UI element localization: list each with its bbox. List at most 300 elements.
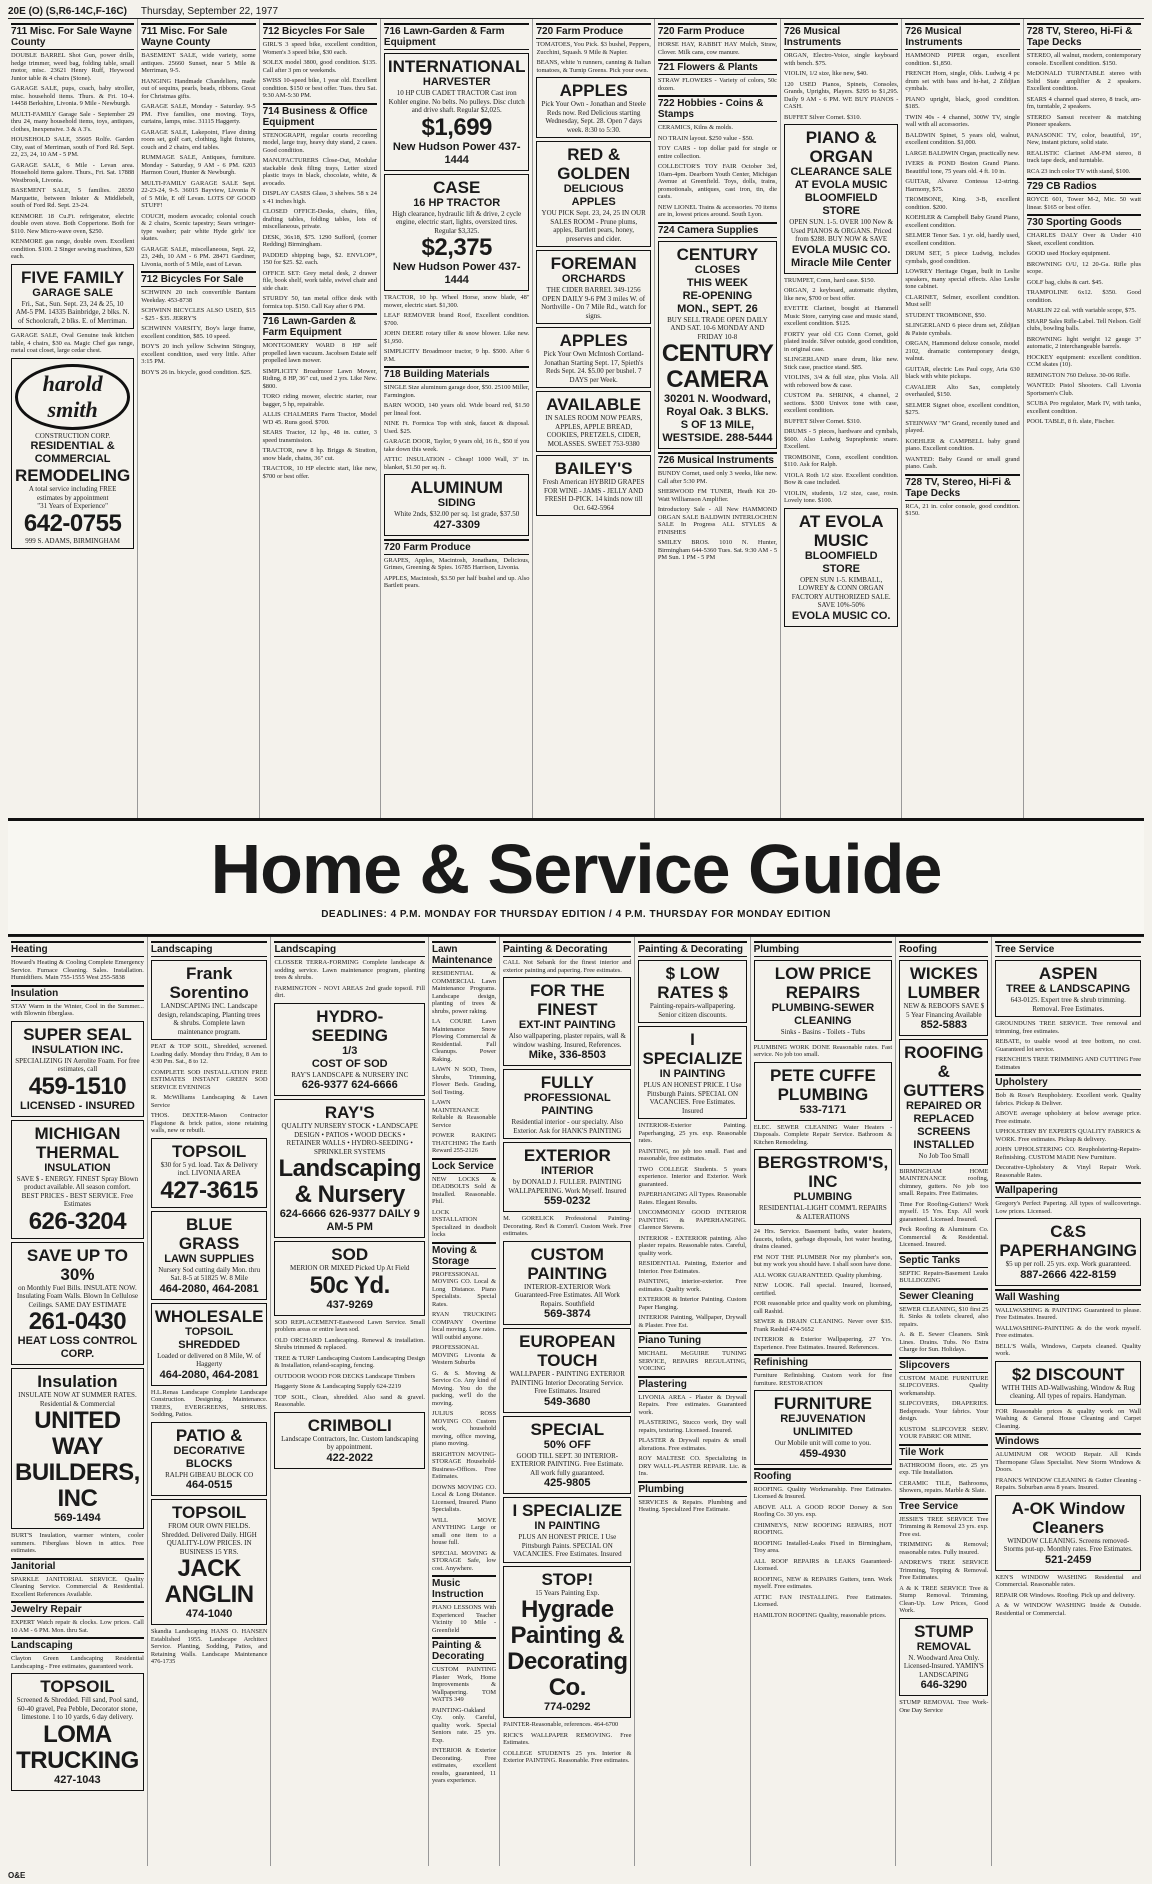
- classified-ad: OUTDOOR WOOD FOR DECKS Landscape Timbers: [274, 1372, 416, 1380]
- column: [902, 19, 1023, 818]
- display-ad: [503, 1142, 631, 1212]
- classified-ad: JOHN UPHOLSTERING CO. Reupholstering-Repairs-Refinishing. CUSTOM MADE New Furniture.: [995, 1146, 1141, 1161]
- classified-ad: INTERIOR - EXTERIOR painting. Also plaster repairs. Reasonable rates. Careful, quality work.: [638, 1234, 747, 1257]
- display-ad-body: Sinks - Basins - Toilets - Tubs: [780, 1028, 865, 1036]
- display-ad-headline: TREE & LANDSCAPING: [1006, 983, 1131, 995]
- classified-ad: BARN WOOD, 140 years old. Wide board red, $1.50 per lineal foot.: [383, 402, 530, 417]
- classified-ad: HAMILTON ROOFING Quality, reasonable prices.: [753, 1611, 887, 1619]
- display-ad: [274, 1412, 425, 1469]
- display-ad-body: RESIDENTIAL-LIGHT COMM'L REPAIRS & ALTERATIONS: [759, 1204, 887, 1221]
- display-ad-body: 10 HP CUB CADET TRACTOR Cast iron Kohler engine. No belts. No pulleys. Disc clutch and drive shaft. Regular $2,025.: [388, 89, 525, 114]
- classified-ad: RCA, 21 in. color console, good condition. $150.: [905, 502, 1020, 517]
- display-ad-headline: RE-OPENING: [682, 289, 753, 302]
- display-ad-body: Landscape Contractors, Inc. Custom landscaping by appointment.: [281, 1434, 419, 1451]
- classified-ad: PLASTERING, Stucco work, Dry wall repairs, texturing. Licensed. Insured.: [638, 1419, 747, 1434]
- display-ad-body: Pick Your Own McIntosh Cortland-Jonathan Starting Sept. 17, Spieth's Reds Sept. 24. $5.00 per bushel. 7 DAYS per Week.: [543, 350, 644, 384]
- display-ad: [11, 1120, 144, 1239]
- category-heading: Tile Work: [899, 1444, 988, 1460]
- display-ad-body: WINDOW CLEANING. Screens removed-Storms put-up. Monthly rates. Free Estimates.: [1003, 1536, 1133, 1553]
- classified-ad: KUSTOM SLIPCOVER SERV. YOUR FABRIC OR MINE.: [899, 1425, 989, 1440]
- display-ad-headline: HARVESTER: [422, 76, 491, 88]
- display-ad-headline: BLOOMFIELD STORE: [804, 549, 878, 575]
- classified-ad: APPLES, Macintosh, $3.50 per half bushel and up. Also Bartlett pears.: [383, 574, 530, 589]
- classified-ad: JESSIE'S TREE SERVICE Tree Trimming & Removal 23 yrs. exp. Free est.: [899, 1515, 989, 1538]
- display-ad-headline: AT EVOLA MUSIC: [794, 179, 888, 191]
- classified-ad: SLIPCOVERS, DRAPERIES. Bedspreads. Your fabrics. Your design.: [899, 1400, 989, 1422]
- classified-ad: BELL'S Walls, Windows, Carpets cleaned. Quality work.: [995, 1342, 1141, 1357]
- display-ad-headline: FULLY: [540, 1073, 594, 1092]
- classified-ad: GOOD used Hockey equipment.: [1026, 250, 1111, 257]
- classified-ad: RICK'S WALLPAPER REMOVING. Free Estimates.: [503, 1731, 632, 1746]
- classified-ad: ALLIS CHALMERS Farm Tractor, Model WD 45. Runs good. $700.: [262, 411, 377, 426]
- display-ad-body: White 2nds, $32.00 per sq. 1st grade, $37.50: [394, 510, 520, 518]
- column: [533, 19, 654, 818]
- display-ad-body: THE CIDER BARREL 349-1256 OPEN DAILY 9-6 PM 3 miles W. of Northville - On 7 Mile Rd., watch for signs.: [541, 286, 647, 320]
- category-heading: Music Instruction: [432, 1575, 496, 1602]
- classified-ad: UPHOLSTERY BY EXPERTS QUALITY FABRICS & WORK. Free estimates. Pickup & delivery.: [995, 1128, 1141, 1143]
- display-ad-headline: Frank Sorentino: [169, 964, 249, 1002]
- display-ad: [784, 124, 898, 274]
- classified-ad: COUCH, modern avocado; colonial couch & 2 chairs, Scenic tapestry; Sears wringer-type washer; pair white Hyde girls' ice skates.: [141, 212, 256, 242]
- classified-ad: SOLEX model 3800, good condition. $135. Call after 3 pm or weekends.: [262, 59, 377, 74]
- classified-ad: KENMORE 18 Cu.Ft. refrigerator, electric double oven stove. Both Coppertone. Both for $110. New Micro-wave oven, $250.: [11, 212, 135, 235]
- classified-ad: Bob & Rose's Reupholstery. Excellent work. Quality fabrics. Pickup & Deliver.: [995, 1092, 1141, 1107]
- classified-ad: SCHWINN BICYCLES ALSO USED, $15 - $25 - $35. JERRY'S: [141, 307, 256, 322]
- display-ad: [638, 960, 746, 1023]
- display-ad-headline: $ LOW RATES $: [657, 964, 728, 1002]
- classified-ad: G. & S. Moving & Service Co. Any kind of Moving. You do the packing, we'll do the moving.: [431, 1369, 497, 1407]
- classified-ad: ORGAN, Hammond deluxe console, model 2102, dramatic contemporary design, walnut.: [905, 340, 1020, 362]
- classified-ad: STUMP REMOVAL Tree Work-One Day Service: [899, 1699, 989, 1714]
- display-ad-headline: MICHIGAN THERMAL: [34, 1123, 121, 1162]
- display-ad-body: High clearance, hydraulic lift & drive, 2 cycle engine, electric start, lights, oversized tires. Regular $3,325.: [392, 209, 522, 235]
- classified-ad: GARAGE SALE, Oval Genuine teak kitchen table, 4 chairs, $30 ea. Magic Chef gas range, metal coat closet, large cedar chest.: [11, 332, 135, 354]
- display-ad-headline: 1/3: [342, 1044, 358, 1057]
- display-ad-body: SAVE $ - ENERGY. FINEST Spray Blown product available. All season comfort. BEST PRICES - BEST SERVICE. Free Estimates: [16, 1174, 139, 1208]
- display-ad-phone: 464-2080, 464-2081: [159, 1368, 259, 1381]
- display-ad-body: BUY SELL TRADE OPEN DAILY AND SAT. 10-6 MONDAY AND FRIDAY 10-8: [667, 315, 768, 341]
- classified-ad: Gregory's Perfect Papering. All types of wallcoverings. Low prices. Licensed.: [995, 1200, 1141, 1215]
- classified-ad: DESK, 36x18, $75. 1290 Sufford, (corner Redding) Birmingham.: [262, 233, 377, 248]
- classified-ad: BROWNING O/U, 12 20-Ga. Rifle plus scope.: [1026, 260, 1142, 275]
- column: [781, 19, 902, 818]
- classified-ad: Introductory Sale - All New HAMMOND ORGAN SALE BALDWIN INTERLOCHEN SALE In Progress ALL STYLES & FINISHES: [657, 506, 778, 536]
- display-ad-body: $5 up per roll. 25 yrs. exp. Work guaranteed.: [1005, 1260, 1131, 1268]
- ad-phone: 642-0755: [23, 509, 122, 537]
- display-ad: [899, 1618, 988, 1697]
- category-heading: 730 Sporting Goods: [1027, 214, 1141, 230]
- classified-ad: PADDED shipping bags, $2. ENVLOP*, 150 for $25. $2. each.: [262, 251, 377, 266]
- display-ad: [995, 1495, 1141, 1571]
- classified-ad: SHARP Sales Rifle-Label. Tell Nelson. Golf clubs, bowling balls.: [1026, 317, 1142, 332]
- classified-ad: RCA 23 inch color TV with stand, $100.: [1026, 167, 1131, 175]
- display-ad: [274, 1003, 425, 1097]
- category-heading: Moving & Storage: [432, 1242, 496, 1269]
- category-heading: 716 Lawn-Garden & Farm Equipment: [263, 313, 377, 340]
- display-ad-price: UNITED WAY BUILDERS, INC: [15, 1407, 140, 1512]
- classified-ad: SINGLE Size aluminum garage door, $50. 25100 Miller, Farmington.: [383, 384, 530, 399]
- classified-ad: GOLF bag, clubs & cart. $45.: [1026, 278, 1104, 286]
- display-ad-headline: FIVE FAMILY: [20, 267, 125, 287]
- display-ad: [658, 241, 777, 450]
- guide-deadlines: DEADLINES: 4 P.M. MONDAY FOR THURSDAY EDITION / 4 P.M. THURSDAY FOR MONDAY EDITION: [321, 909, 831, 920]
- classified-ad: RESIDENTIAL Painting, Exterior and Interior. Free Estimates.: [638, 1260, 747, 1275]
- classified-ad: ROOFING Installed-Leaks Fixed in Birmingham, Troy area.: [753, 1539, 893, 1554]
- classified-ad: FRANK'S WINDOW CLEANING & Gutter Cleaning - Repairs. Suburban area 8 years. Insured.: [995, 1476, 1141, 1491]
- display-ad: [536, 141, 650, 247]
- display-ad-headline: SPECIAL: [530, 1419, 605, 1439]
- classified-ad: FOR reasonable price and quality work on plumbing, call Rashid.: [753, 1300, 893, 1315]
- classified-ad: WILL MOVE ANYTHING Large or small one item to a house full.: [431, 1516, 497, 1546]
- classified-ad: POWER RAKING THATCHING The Earth Reward 255-2126: [431, 1132, 497, 1154]
- display-ad-price: LOMA TRUCKING: [16, 1720, 139, 1774]
- category-heading: Plastering: [638, 1376, 746, 1392]
- display-ad-headline: LOW PRICE REPAIRS: [774, 964, 872, 1002]
- display-ad-phone: 852-5883: [920, 1019, 968, 1031]
- display-ad-headline: COST OF SOD: [311, 1057, 388, 1070]
- display-ad-phone: 464-2080, 464-2081: [159, 1282, 259, 1295]
- display-ad-headline: TOPSOIL: [185, 1325, 234, 1338]
- classified-ad: GROUNDUNS TREE SERVICE. Tree removal and trimming, free estimates.: [995, 1020, 1141, 1035]
- display-ad-phone: 521-2459: [1044, 1553, 1092, 1566]
- classified-ad: FORTY year old CG Conn Cornet, gold plated inside. Silver outside, good condition, in original case.: [784, 330, 899, 353]
- classified-ad: ALL ROOF REPAIRS & LEAKS Guaranteed-Licensed.: [753, 1557, 893, 1572]
- classified-ad: SCUBA Pro regulator, Mark IV, with tanks, excellent condition.: [1026, 400, 1142, 415]
- classified-ad: STEREO Sansui receiver & matching Pioneer speakers.: [1026, 113, 1142, 128]
- display-ad-headline: CLEARANCE SALE: [790, 166, 892, 178]
- classified-ad: VIOLIN, 1/2 size, like new, $40.: [784, 70, 868, 77]
- classified-ad: RESIDENTIAL & COMMERCIAL Lawn Maintenance Programs. Landscape design, planting of trees & shrubs, power raking.: [431, 970, 497, 1015]
- classified-ad: SEWER & DRAIN CLEANING. Never over $35. Frank Rashid 474-5652: [753, 1318, 893, 1333]
- classified-ad: KEN'S WINDOW WASHING Residential and Commercial. Reasonable rates.: [995, 1573, 1141, 1588]
- display-ad: [536, 327, 650, 388]
- display-ad-headline: BLUE GRASS: [178, 1214, 240, 1253]
- classified-ad: EXPERT Watch repair & clocks. Low prices. Call 10 AM - 6 PM. Mon. thru Sat.: [11, 1619, 144, 1634]
- display-ad: [995, 1361, 1141, 1405]
- classified-ad: ROOFING. Quality Workmanship. Free Estimates. Licensed & Insured.: [753, 1485, 893, 1500]
- classified-ad: IVERS & POND Boston Grand Piano. Beautiful tone, 75 years old. 4 ft. 10 in.: [905, 160, 1020, 175]
- display-ad: [151, 960, 268, 1040]
- classified-ad: SERVICES & Repairs. Plumbing and Heating. Specialized Free Estimate.: [638, 1498, 747, 1513]
- classified-ad: EXTERIOR & Interior Painting. Custom Paper Hanging.: [638, 1296, 747, 1311]
- display-ad-headline: WICKES LUMBER: [907, 964, 981, 1002]
- classified-ad: SLINGERLAND snare drum, like new. Stick case, practice stand. $85.: [784, 356, 899, 371]
- display-ad-body: Screened & Shredded. Fill sand, Pool sand, 60-40 gravel, Pea Pebble, Decorator stone, limestone. 1 to 10 yards, 6 day delivery.: [16, 1696, 139, 1721]
- classified-ad: FRENCHIE'S TREE TRIMMING AND CUTTING Free Estimates: [995, 1056, 1142, 1071]
- classified-ad: CLARINET, Selmer, excellent condition. Must sell!: [905, 293, 1020, 308]
- classified-ad: HORSE HAY, RABBIT HAY Mulch, Straw, Clover. Milk cans, cow manure.: [657, 41, 778, 56]
- classified-ad: REPAIR OR Windows. Roofing. Pick up and delivery.: [995, 1591, 1135, 1599]
- category-heading: Septic Tanks: [899, 1252, 988, 1268]
- display-ad: [503, 977, 631, 1066]
- service-guide-section: [8, 936, 1144, 1866]
- display-ad-headline: PAINTING: [541, 1105, 594, 1117]
- classified-ad: GARAGE SALE, miscellaneous, Sept. 22, 23, 24th, 10 AM - 6 PM. 28471 Gardiner, Livonia, north of 5 Mile, east of Levan.: [141, 245, 256, 268]
- category-heading: 726 Musical Instruments: [658, 452, 777, 468]
- display-ad: [503, 1497, 631, 1563]
- column: [655, 19, 781, 818]
- display-ad-phone: 646-3290: [920, 1679, 968, 1691]
- display-ad-body: QUALITY NURSERY STOCK • LANDSCAPE DESIGN • PATIOS • WOOD DECKS • RETAINER WALLS • HYDRO-SEEDING • SPRINKLER SYSTEMS: [281, 1122, 418, 1156]
- display-ad-headline: AT EVOLA MUSIC: [798, 511, 884, 550]
- category-heading: Landscaping: [274, 941, 425, 957]
- display-ad-headline: 50% OFF: [543, 1438, 591, 1451]
- display-ad-headline: INSULATION INC.: [31, 1043, 124, 1056]
- display-ad: [151, 1422, 268, 1497]
- column: [148, 937, 272, 1866]
- classified-ad: GARAGE SALE, Monday - Saturday. 9-5 PM. Five families, one moving. Toys, curtains, lamps, misc. 31115 Haggerty.: [141, 103, 256, 125]
- display-ad-headline: CRIMBOLI: [307, 1415, 392, 1435]
- page-number: 20E (O) (S,R6-14C,F-16C): [8, 5, 127, 17]
- display-ad-phone: 437-9269: [326, 1298, 373, 1311]
- classified-ad: OLD ORCHARD Landscaping. Renewal & installation. Shrubs trimmed & replaced.: [274, 1336, 425, 1351]
- display-ad-headline: SIDING: [437, 497, 476, 509]
- classified-ad: Furniture Refinishing. Custom work for fine furniture. RESTORATION: [753, 1372, 893, 1387]
- ad-line: RESIDENTIAL & COMMERCIAL: [30, 440, 115, 465]
- classified-ad: STURDY 50, tan metal office desk with formica top. $150. Call Kay after 6 PM.: [262, 295, 377, 310]
- display-ad-headline: PLUMBING-SEWER CLEANING: [771, 1002, 875, 1027]
- display-ad-headline: A-OK Window Cleaners: [1011, 1498, 1125, 1537]
- classified-ad: BEANS, white 'n runners, canning & Italian tomatoes, & Turnip Greens. Pick your own.: [536, 59, 651, 74]
- classified-ad: COLLEGE STUDENTS 25 yrs. Interior & Exterior PAINTING. Reasonable. Free estimates.: [503, 1749, 632, 1764]
- classified-ad: STEINWAY "M" Grand, recently tuned and played.: [905, 419, 1020, 434]
- classified-ad: CUSTOM Pa. SHRINK, 4 channel, 2 sections. $300 Univox tone with case, excellent condition.: [784, 392, 899, 414]
- classified-ad: TREE & TURF Landscaping Custom Landscaping Design & Installation, reland-scaping, fencing.: [274, 1354, 425, 1369]
- display-ad-headline: STUMP: [914, 1621, 974, 1641]
- category-heading: 711 Misc. For Sale Wayne County: [11, 23, 134, 50]
- display-ad-headline: IN PAINTING: [659, 1068, 726, 1080]
- display-ad-headline: GARAGE SALE: [32, 286, 113, 299]
- display-ad-headline: ORCHARDS: [561, 273, 626, 285]
- display-ad-price: 626-3204: [28, 1207, 127, 1235]
- display-ad-headline: I SPECIALIZE: [642, 1030, 743, 1068]
- display-ad-headline: BAILEY'S: [554, 459, 633, 478]
- display-ad-headline: TOPSOIL: [171, 1141, 247, 1161]
- guide-title: Home & Service Guide: [210, 830, 942, 908]
- display-ad-price: $2,375: [421, 234, 492, 261]
- footer-mark: O&E: [8, 1871, 26, 1880]
- display-ad-headline: PLUMBING: [793, 1191, 853, 1203]
- category-heading: Painting & Decorating: [503, 941, 631, 957]
- display-ad: [638, 1026, 746, 1119]
- display-ad-price: Landscaping & Nursery: [278, 1155, 421, 1208]
- classified-ad: TOMATOES, You Pick. $3 bushel, Peppers, Zucchini, Squash. 9 Mile & Napier.: [536, 41, 651, 56]
- classified-ad: LAWN N SOD, Trees, Shrubs, Trimming, Flower Beds. Grading, Soil Testing.: [431, 1066, 497, 1096]
- page-folio: [8, 4, 1144, 18]
- classified-ad: SMILEY BROS. 1010 N. Hunter, Birmingham 644-5360 Tues. Sat. 9:30 AM - 5 PM Sun. 1 PM - 5 PM: [657, 539, 778, 561]
- display-ad-body: LANDSCAPING INC. Landscape design, relandscaping, Planting trees & shrubs. Complete lawn maintenance program.: [157, 1002, 261, 1036]
- classified-ad: CHARLES DALY Over & Under 410 Skeet, excellent condition.: [1026, 232, 1142, 247]
- display-ad-body: WITH THIS AD-Wallwashing, Window & Rug cleaning. All types of repairs. Handyman.: [1001, 1383, 1135, 1400]
- category-heading: 726 Musical Instruments: [784, 23, 898, 50]
- category-heading: 720 Farm Produce: [536, 23, 650, 39]
- display-ad: [503, 1241, 631, 1326]
- column: [751, 937, 897, 1866]
- display-ad-body: Our Mobile unit will come to you.: [774, 1439, 872, 1447]
- classified-ad: WALLWASHING-PAINTING & do the work myself. Free estimates.: [995, 1324, 1141, 1339]
- category-heading: 712 Bicycles For Sale: [263, 23, 377, 39]
- classified-ad: GRAPES, Apples, Macintosh, Jonathans, Delicious, Grimes, Greening & Spies. 16785 Harrison, Livonia.: [383, 556, 530, 571]
- classified-ad: VIOLA Roth 1/2 size. Excellent condition. Bow & case included.: [784, 471, 899, 486]
- column: [1024, 19, 1144, 818]
- category-heading: Plumbing: [638, 1481, 746, 1497]
- classified-ad: STEREO, all walnut, modern, contemporary console. Excellent condition. $150.: [1026, 52, 1142, 67]
- display-ad-body: Fri., Sat., Sun. Sept. 23, 24 & 25, 10 AM-5 PM. 14335 Bainbridge, 2 blks. N. of Schoolcraft, 2 blks. E. of Merriman.: [15, 299, 130, 325]
- display-ad-headline: BLOOMFIELD STORE: [804, 192, 878, 217]
- classified-ad: HOUSEHOLD SALE, 35605 Rolfe. Garden City, east of Merriman, south of Ford Rd. Sept. 22, 23, 24, 10 AM - 5 PM.: [11, 136, 135, 158]
- classified-ad: Decorative-Upholstery & Vinyl Repair Work. Reasonable Rates.: [995, 1164, 1141, 1179]
- display-ad-phone: 464-0515: [185, 1479, 233, 1491]
- classified-ad: BRIGHTON MOVING-STORAGE Household-Business-Offices. Free Estimates.: [431, 1450, 497, 1480]
- display-ad: [503, 1069, 631, 1139]
- display-ad-headline: SCREENS INSTALLED: [913, 1126, 975, 1151]
- page-date: Thursday, September 22, 1977: [140, 5, 279, 17]
- classified-ad: INTERIOR-Exterior Painting. Paperhanging, 25 yrs. exp. Reasonable rates.: [638, 1122, 747, 1144]
- column: [500, 937, 635, 1866]
- display-ad-body: OPEN SUN. 1-5. OVER 100 New & Used PIANOS & ORGANS. Priced from $288. BUY NOW & SAVE: [789, 218, 894, 243]
- classified-ad: ATTIC INSULATION - Cheap! 1000 Wall, 3" in. blanket, $1.50 per sq. ft.: [383, 456, 530, 471]
- classified-ad: NO TRAIN layout. $250 value - $50.: [657, 134, 754, 142]
- classified-ad: SHERWOOD FM TUNER, Heath Kit 20-Watt Williamson Amplifier.: [657, 488, 778, 503]
- classified-ad: DRUMS - 5 pieces, hardware and cymbals, $600. Also Ludwig Supraphonic snare. Excellent.: [784, 428, 899, 450]
- classified-ad: DOUBLE BARREL Shot Gun, power drills, hedge trimmer, weed bag, folding table, small motor, misc. 23621 Henry Ruff, Heywood Junior table & 4 chairs (Stone).: [11, 52, 135, 82]
- category-heading: 722 Hobbies - Coins & Stamps: [658, 95, 777, 122]
- display-ad-body: Also wallpapering, plaster repairs, wall & window washing. Insured, References.: [508, 1032, 626, 1049]
- category-heading: Wallpapering: [995, 1182, 1141, 1198]
- classified-ad: STAY Warm in the Winter, Cool in the Summer... with Blownin fiberglass.: [11, 1002, 144, 1017]
- display-ad-headline: RED & GOLDEN: [557, 145, 631, 183]
- display-ad-body: SPECIALIZING IN Aerolite Foam. For free estimates, call: [15, 1056, 140, 1073]
- display-ad-headline: FURNITURE: [773, 1394, 872, 1413]
- display-ad-body: PLUS AN HONEST PRICE. I Use Pittsburgh Paints. SPECIAL ON VACANCIES. Free Estimates. Insured: [513, 1533, 622, 1558]
- classified-ad: NEW LIONEL Trains & accessories. 70 items are in, lowest prices around. South Lyon.: [657, 203, 778, 218]
- display-ad-body: No Job Too Small: [918, 1152, 970, 1160]
- classified-ad: SEARS Tractor, 12 hp., 48 in. cutter, 3 speed transmission.: [262, 429, 377, 444]
- display-ad-headline: 16 HP TRACTOR: [413, 196, 501, 209]
- classified-ad: BOY'S 20 inch yellow Schwinn Stingray, excellent condition, used very little. After 3:15 PM.: [141, 343, 256, 365]
- classified-ad: COLLECTOR'S TOY FAIR October 3rd, 10am-4pm. Dearborn Youth Center, Michigan Avenue at Greenfield. Toys, dolls, trains, promotionals, antiques, cast iron, tin, die casts.: [657, 163, 778, 200]
- display-ad-headline: APPLES: [571, 196, 616, 208]
- column: [271, 937, 429, 1866]
- display-ad-body: 643-0125. Expert tree & shrub trimming. Removal. Free Estimates.: [1010, 996, 1126, 1013]
- classified-ad: WANTED: Pistol Shooters. Call Livonia Sportsmen's Club.: [1026, 382, 1142, 397]
- ad-quote: "31 Years of Experience": [37, 502, 108, 510]
- classified-ad: BASEMENT SALE, 5 families. 28350 Marquette, between Inkster & Middlebelt, south of Ford Rd. Sept. 23-24.: [11, 187, 135, 209]
- ad-line: A total service including FREE estimates by appointment: [28, 485, 117, 502]
- display-ad-headline: CUSTOM PAINTING: [527, 1244, 608, 1283]
- classified-ad: RUMMAGE SALE, Antiques, furniture. Monday - Saturday, 9 AM - 6 PM. 6203 Harmon Court, Hunter & Newburgh.: [141, 154, 256, 176]
- classified-ad: OFFICE SET: Grey metal desk, 2 drawer file, book shelf, work table, swivel chair and side chair.: [262, 269, 377, 292]
- display-ad-phone: EVOLA MUSIC CO.: [791, 609, 891, 622]
- display-ad-headline: REJUVENATION: [780, 1413, 866, 1425]
- display-ad-price: Hygrade Painting & Decorating Co.: [507, 1596, 628, 1701]
- display-ad: [899, 960, 988, 1036]
- display-ad-body: INTERIOR-EXTERIOR Work Guaranteed-Free Estimates. All Work Repairs. Southfield: [514, 1282, 620, 1308]
- display-ad-headline: APPLES: [559, 81, 628, 100]
- classified-ad: INTERIOR & Exterior Decorating. Free estimates, excellent results, guaranteed, 11 years experience.: [431, 1747, 497, 1784]
- display-ad-headline: DELICIOUS: [563, 183, 624, 195]
- classified-ad: GUITAR, electric Les Paul copy, Aria 630 black with white pickups.: [905, 365, 1020, 380]
- classified-ad: INTERIOR Painting, Wallpaper, Drywall & Plaster. Free Est.: [638, 1314, 747, 1329]
- display-ad-phone: Mike, 336-8503: [528, 1049, 606, 1061]
- classified-ad: Peck Roofing & Aluminum Co. Commercial & Residential. Licensed. Insured.: [899, 1226, 989, 1248]
- classified-ad: TOP SOIL, Clean, shredded. Also sand & gravel. Reasonable.: [274, 1393, 425, 1408]
- classified-ad: REALISTIC Clarinet AM-FM stereo, 8 track tape deck, and turntable.: [1026, 149, 1142, 164]
- display-ad-headline: INTERIOR: [541, 1165, 594, 1177]
- display-ad-headline: REPAIRED OR REPLACED: [906, 1100, 982, 1125]
- category-heading: 724 Camera Supplies: [658, 222, 777, 238]
- display-ad: [274, 1099, 425, 1238]
- column: [381, 19, 534, 818]
- display-ad: [754, 960, 893, 1041]
- display-ad-headline: EXT-INT PAINTING: [518, 1019, 616, 1031]
- remodeling-ad: [11, 358, 134, 550]
- display-ad-body: PLUS AN HONEST PRICE. I Use Pittsburgh Paints. SPECIAL ON VACANCIES. Free Estimates. Insured: [643, 1081, 742, 1115]
- classified-ad: STRAW FLOWERS - Variety of colors, 50c dozen.: [657, 77, 778, 92]
- classified-ad: CERAMICS, Kilns & molds.: [657, 124, 733, 131]
- classified-ad: HOCKEY equipment: excellent condition. CCM skates (10).: [1026, 353, 1142, 368]
- category-heading: Insulation: [11, 985, 144, 1001]
- display-ad-headline: ALUMINUM: [410, 478, 503, 497]
- home-service-guide-banner: [8, 818, 1144, 936]
- classified-ad: DOWNS MOVING CO. Local & Long Distance. Licensed, Insured. Piano Specialists.: [431, 1483, 497, 1513]
- category-heading: 720 Farm Produce: [658, 23, 777, 39]
- display-ad-phone: New Hudson Power 437-1444: [392, 140, 521, 166]
- display-ad-body: OPEN SUN 1-5. KIMBALL, LOWREY & CONN ORGAN FACTORY AUTHORIZED SALE. SAVE 10%-50%: [791, 575, 891, 609]
- classified-ad: BROWNING light weight 12 gauge 3" automatic, 2 interchangeable barrels.: [1026, 335, 1142, 350]
- column: [8, 19, 138, 818]
- classified-ad: FM NOT THE PLUMBER Nor my plumber's son, but my work you should have. I shall soon have done.: [753, 1253, 893, 1268]
- category-heading: 728 TV, Stereo, Hi-Fi & Tape Decks: [1027, 23, 1141, 50]
- display-ad-headline: CENTURY: [676, 244, 759, 264]
- classified-ad: CERAMIC TILE, Bathrooms, Showers, repairs. Marble & Slate.: [899, 1479, 989, 1494]
- display-ad-body: N. Woodward Area Only. Licensed-Insured. YAMIN'S LANDSCAPING: [903, 1653, 984, 1679]
- column: [635, 937, 750, 1866]
- classified-ad: MULTI-FAMILY Garage Sale - September 29 thru 24, many household items, toys, antiques, clothes, Inexpensive. 3 & A 3's.: [11, 110, 135, 133]
- display-ad-headline: APPLES: [559, 331, 628, 350]
- classified-ad: ROY MALTESE CO. Specializing in DRY WALL-PLASTER REPAIR. Lic. & Ins.: [638, 1455, 747, 1477]
- classified-ad: Clayton Green Landscaping Residential Landscaping - Free estimates, guaranteed work.: [11, 1655, 144, 1670]
- display-ad-price: 50c Yd.: [309, 1271, 390, 1299]
- display-ad-headline: SAVE UP TO 30%: [26, 1245, 128, 1284]
- display-ad-headline: MON., SEPT. 26: [677, 302, 758, 315]
- classified-ad: SOD REPLACEMENT-Eastwood Lawn Service. Small problem areas or entire lawn sod.: [274, 1318, 425, 1333]
- display-ad: [151, 1303, 268, 1386]
- classified-ad: TROMBONE, King. 3-B, excellent condition. $200.: [905, 196, 1020, 211]
- classified-ad: ROYCE 601, Tower M-2, Mic. 50 watt linear. $165 or best offer.: [1026, 196, 1142, 211]
- classified-ad: GARAGE SALE, 6 Mile - Levan area. Household items galore. Thurs., Fri. Sat. 17888 Westbrook, Livonia.: [11, 161, 135, 184]
- display-ad: [899, 1039, 988, 1165]
- display-ad-headline: INTERNATIONAL: [387, 57, 526, 76]
- classified-ad: MONTGOMERY WARD 8 HP self propelled lawn vacuum. Jacobsen Estate self propelled lawn mower.: [262, 342, 377, 364]
- classified-ad: Howard's Heating & Cooling Complete Emergency Service. Furnace Cleaning. Sales. Installation. Humidifiers. Main 755-1555 West 255-5838: [11, 959, 144, 981]
- display-ad-price: 459-1510: [28, 1072, 127, 1100]
- display-ad-body: RALPH GIBEAU BLOCK CO: [165, 1470, 254, 1479]
- classified-ad: STENOGRAPH, regular courts recording model, large tray, heavy duty stand, 2 cases. Good condition.: [262, 131, 377, 154]
- display-ad: [11, 1368, 144, 1529]
- display-ad: [503, 1416, 631, 1495]
- display-ad-headline: EUROPEAN TOUCH: [519, 1332, 616, 1370]
- display-ad: [11, 1021, 144, 1117]
- classified-ad: SELMER Tenor Sax. 1 yr. old, hardly used, excellent condition.: [905, 232, 1020, 247]
- display-ad-body: Residential interior - our specialty. Also Exterior. Ask for HANK'S PAINTING: [511, 1118, 624, 1135]
- classified-ad: JULIUS ROSS MOVING CO. Custom work, household moving, office moving, piano moving.: [431, 1410, 497, 1447]
- classified-ad: KENMORE gas range, double oven. Excellent condition. $100. 2 Singer sewing machines, $20 each.: [11, 238, 135, 260]
- classified-ad: BUFFET Silver Cornet. $310.: [784, 113, 862, 121]
- classified-ad: 24 Hrs. Service. Basement baths, water heaters, faucets, toilets, garbage disposals, hot water heating, drains cleaned.: [753, 1228, 893, 1250]
- logo-wrap: [15, 364, 130, 430]
- display-ad-body: NEW & REBOOFS SAVE $ 5 Year Financing Available: [903, 1002, 985, 1019]
